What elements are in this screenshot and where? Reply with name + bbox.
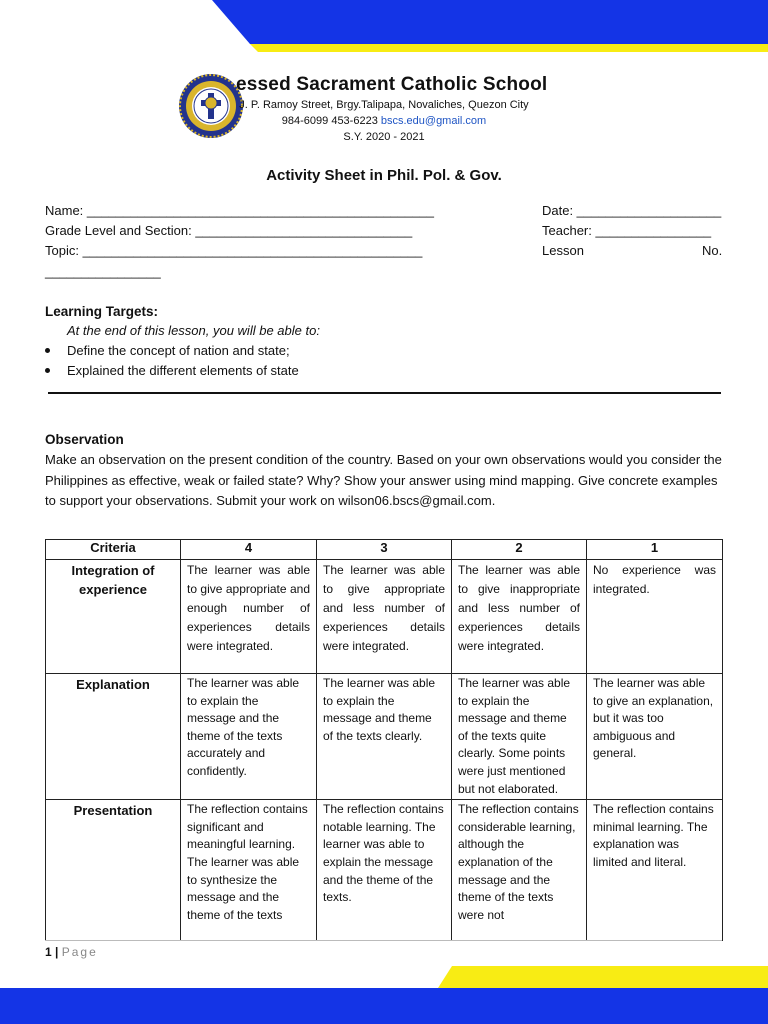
page-footer — [45, 945, 98, 959]
topic-field[interactable]: Topic: _______________________________________________ — [45, 243, 423, 258]
learning-target-text: Explained the different elements of state — [67, 363, 299, 378]
rubric-header-criteria: Criteria — [46, 540, 181, 560]
rubric-criteria-cell: Explanation — [46, 674, 181, 800]
school-email[interactable]: bscs.edu@gmail.com — [380, 115, 487, 127]
school-year: S.Y. 2020 - 2021 — [343, 131, 425, 143]
learning-targets-intro: At the end of this lesson, you will be able to: — [67, 323, 320, 338]
lesson-number-label: No. — [702, 243, 723, 258]
section-divider — [48, 392, 721, 394]
grade-section-field[interactable]: Grade Level and Section: ______________________________ — [45, 223, 413, 238]
page-label: Page — [61, 945, 98, 959]
rubric-cell: The learner was able to give appropriate and enough number of experiences details were integrated. — [181, 560, 317, 674]
bullet-icon — [45, 348, 50, 353]
footer-divider — [45, 940, 722, 941]
page-number: 1 — [45, 945, 52, 959]
rubric-criteria-cell: Integration of experience — [46, 560, 181, 674]
rubric-cell: The learner was able to explain the message and theme of the texts quite clearly. Some points were just mentioned but not elaborated. — [452, 674, 587, 800]
school-address: J. P. Ramoy Street, Brgy.Talipapa, Novaliches, Quezon City — [239, 99, 529, 111]
table-row — [46, 560, 723, 674]
rubric-cell: The learner was able to give inappropriate and less number of experiences details were integrated. — [452, 560, 587, 674]
rubric-cell — [181, 800, 317, 941]
rubric-header-row — [46, 540, 723, 560]
rubric-cell-text: The reflection contains significant and meaningful learning. The learner was able to synthesize the message and the theme of the texts — [187, 802, 308, 922]
learning-target-item — [67, 343, 290, 358]
learning-target-item — [67, 363, 299, 378]
rubric-table — [45, 539, 723, 941]
learning-targets-heading: Learning Targets: — [45, 304, 159, 319]
rubric-cell-text: The reflection contains minimal learning. The explanation was limited and literal. — [593, 802, 714, 869]
rubric-cell — [452, 800, 587, 941]
name-field[interactable]: Name: ________________________________________________ — [45, 203, 434, 218]
rubric-criteria-cell — [46, 800, 181, 941]
date-field[interactable]: Date: ____________________ — [542, 203, 722, 218]
page-title: Activity Sheet in Phil. Pol. & Gov. — [266, 167, 502, 184]
rubric-cell: No experience was integrated. — [587, 560, 723, 674]
rubric-header-score-4: 4 — [181, 540, 317, 560]
bullet-icon — [45, 368, 50, 373]
rubric-header-score-2: 2 — [452, 540, 587, 560]
bottom-banner-blue-band — [0, 988, 768, 1024]
bottom-banner-yellow-stripe — [438, 966, 768, 988]
observation-text: Make an observation on the present condition of the country. Based on your own observations would you consider the Philippines as effective, weak or failed state? Why? Show your answer using mind mapping. Give concrete examples to support your observations. Submit your work on wilson06.bscs@gmail.com. — [45, 452, 722, 508]
bottom-banner — [0, 962, 768, 1024]
top-banner-yellow-stripe — [250, 44, 768, 52]
rubric-cell — [317, 800, 452, 941]
teacher-field[interactable]: Teacher: ________________ — [542, 223, 712, 238]
rubric-cell-text: The reflection contains notable learning. The learner was able to explain the message and the theme of the texts. — [323, 802, 444, 905]
rubric-cell: The learner was able to explain the message and theme of the texts clearly. — [317, 674, 452, 800]
observation-heading: Observation — [45, 432, 124, 447]
rubric-cell: The learner was able to give an explanation, but it was too ambiguous and general. — [587, 674, 723, 800]
rubric-cell-text: The reflection contains considerable learning, although the explanation of the message and the theme of the texts were not — [458, 802, 579, 922]
top-banner-blue-band — [212, 0, 768, 44]
rubric-header-score-1: 1 — [587, 540, 723, 560]
lesson-label: Lesson — [542, 243, 584, 258]
school-contact — [0, 115, 768, 127]
school-phone: 984-6099 453-6223 — [281, 115, 378, 127]
rubric-cell: The learner was able to give appropriate and less number of experiences details were integrated. — [317, 560, 452, 674]
learning-target-text: Define the concept of nation and state; — [67, 343, 290, 358]
school-name: essed Sacrament Catholic School — [236, 74, 548, 95]
rubric-header-score-3: 3 — [317, 540, 452, 560]
topic-field-continued[interactable]: ________________ — [45, 264, 161, 279]
rubric-criteria-text: Presentation — [73, 803, 153, 819]
rubric-cell — [587, 800, 723, 941]
table-row — [46, 674, 723, 800]
table-row — [46, 800, 723, 941]
rubric-cell: The learner was able to explain the message and the theme of the texts accurately and confidently. — [181, 674, 317, 800]
footer-separator: | — [55, 945, 59, 959]
top-banner — [0, 0, 768, 60]
